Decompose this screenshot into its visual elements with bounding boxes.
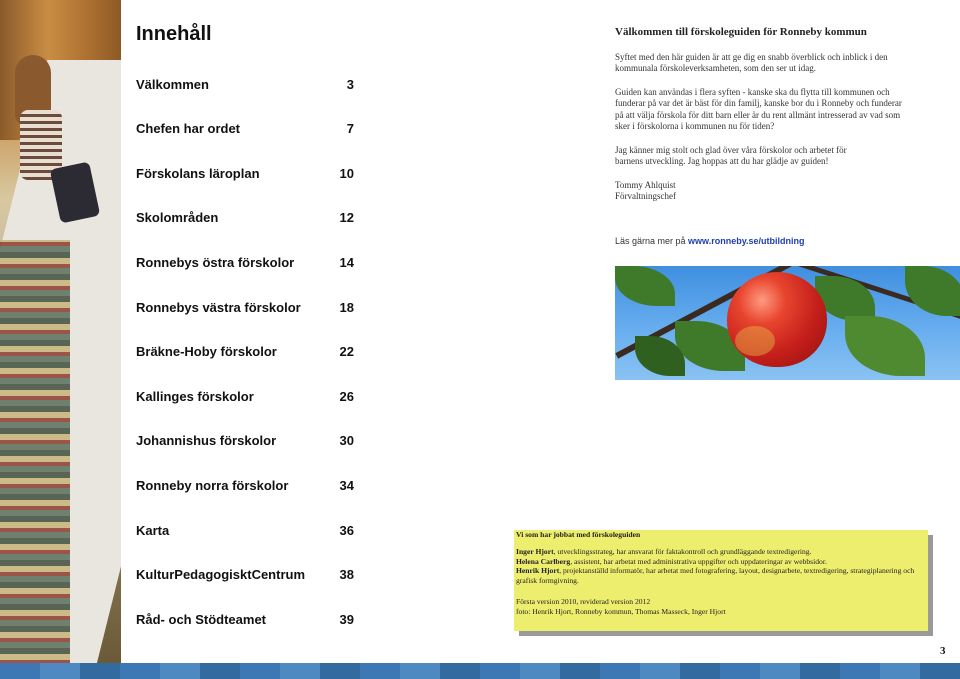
signature-role: Förvaltningschef [615,191,676,201]
toc-item-page: 14 [339,255,354,270]
toc-item-page: 36 [339,523,354,538]
apple-photo [615,266,960,380]
toc-item-label: Chefen har ordet [136,121,241,136]
toc-item-page: 26 [339,389,354,404]
toc-item-label: Karta [136,523,170,538]
page-number: 3 [940,645,946,657]
contributor-role: , assistent, har arbetat med administrativa uppgifter och uppdateringar av webbsidor. [570,556,827,566]
toc-item-page: 7 [346,121,354,136]
toc-title: Innehåll [136,23,212,45]
toc-item-page: 12 [339,210,354,225]
credits-title: Vi som har jobbat med förskoleguiden [516,530,641,539]
toc-item-page: 22 [339,344,354,359]
contributor-name: Helena Carlberg [516,556,571,566]
credits-version [516,597,924,616]
toc-item-label: Ronnebys västra förskolor [136,300,301,315]
child-walking-photo [0,0,121,663]
version-line: Första version 2010, reviderad version 2012 [516,597,651,606]
toc-item-page: 38 [339,567,354,582]
photo-credit-line: foto: Henrik Hjort, Ronneby kommun, Thomas Masseck, Inger Hjort [516,606,726,616]
toc-item-page: 39 [339,612,354,627]
signature-name: Tommy Ahlquist [615,180,676,190]
toc-item-label: Förskolans läroplan [136,166,260,181]
contributor-name: Henrik Hjort [516,566,560,576]
credits-box [514,530,928,631]
intro-paragraph: Syftet med den här guiden är att ge dig en snabb överblick och inblick i den kommunala förskoleverksamheten, som den ser ut idag. [615,52,888,74]
welcome-title: Välkommen till förskoleguiden för Ronneby kommun [615,26,867,38]
toc-item-page: 18 [339,300,354,315]
contributor-role: , utvecklingsstrateg, har ansvarat för faktakontroll och grundläggande textredigering. [553,547,812,556]
toc-item-label: KulturPedagogisktCentrum [136,567,306,582]
toc-item-label: Råd- och Stödteamet [136,612,267,627]
contributor-name: Inger Hjort [516,547,554,556]
contributor-role: , projektanställd informatör, har arbetat med fotografering, layout, designarbete, textredigering, strategiplanering och grafisk formgivning. [516,566,915,585]
utbildning-link[interactable]: www.ronneby.se/utbildning [688,236,805,246]
bottom-decorative-bar [0,663,960,679]
toc-item-page: 30 [339,433,354,448]
closing-paragraph: Jag känner mig stolt och glad över våra förskolor och arbetet för barnens utveckling. Jag hoppas att du har glädje av guiden! [615,145,847,167]
toc-item-label: Johannishus förskolor [136,433,277,448]
toc-item-label: Skolområden [136,210,219,225]
toc-item-label: Ronnebys östra förskolor [136,255,295,270]
read-more-line [615,236,805,246]
purpose-paragraph: Guiden kan användas i flera syften - kanske ska du flytta till kommunen och funderar på var det är bäst för din familj, kanske bor du i Ronneby och funderar på att välja förskola för ditt barn eller är du rent allmänt intresserad av vad som sker i förskolorna i kommunen nu för tiden? [615,87,902,132]
toc-item-page: 10 [339,166,354,181]
toc-item-page: 34 [339,478,354,493]
toc-item-label: Bräkne-Hoby förskolor [136,344,277,359]
toc-item-page: 3 [346,77,354,92]
toc-item-label: Kallinges förskolor [136,389,254,404]
credits-contributors [516,547,924,585]
toc-item-label: Ronneby norra förskolor [136,478,289,493]
toc-item-label: Välkommen [136,77,209,92]
read-more-prefix: Läs gärna mer på [615,236,689,246]
